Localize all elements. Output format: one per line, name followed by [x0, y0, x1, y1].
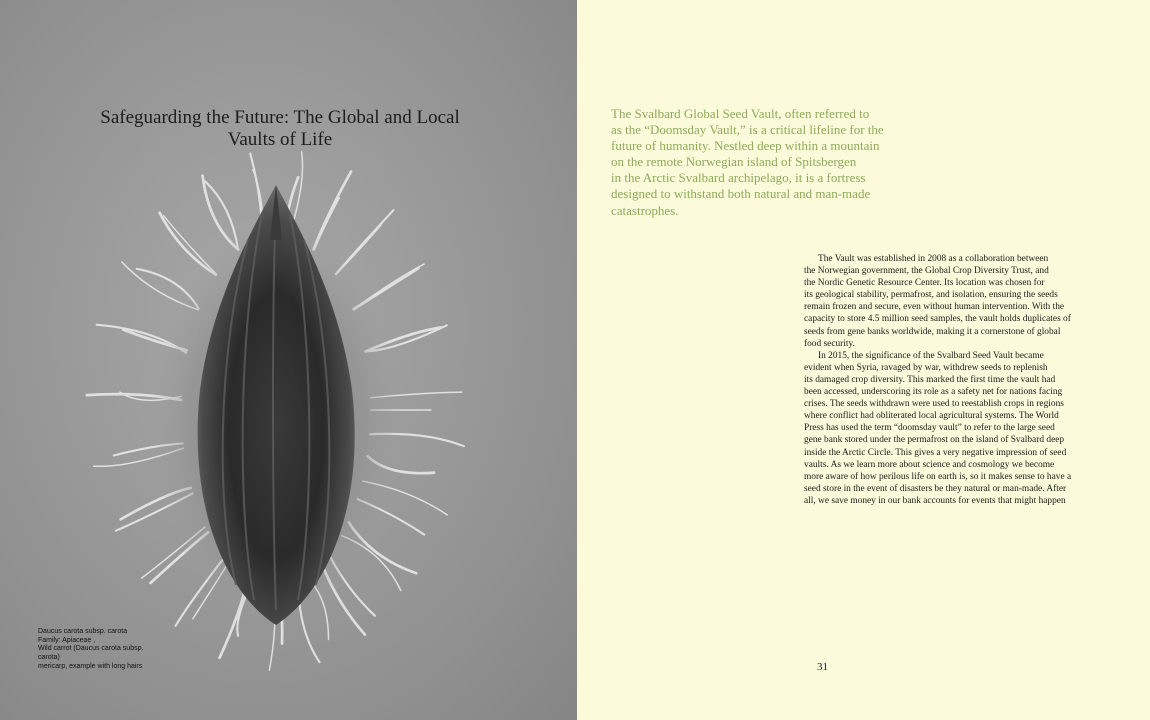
body-line: capacity to store 4.5 million seed samples, the vault holds duplicates of	[804, 314, 1071, 325]
figure-caption	[38, 628, 178, 672]
intro-line: The Svalbard Global Seed Vault, often referred to	[611, 106, 870, 121]
body-line: In 2015, the significance of the Svalbard Seed Vault became	[818, 350, 1044, 361]
caption-line: carota)	[38, 654, 60, 662]
body-line: evident when Syria, ravaged by war, withdrew seeds to replenish	[804, 362, 1048, 373]
body-line: vaults. As we learn more about science and cosmology we become	[804, 459, 1055, 470]
page-number: 31	[817, 661, 828, 673]
body-line: The Vault was established in 2008 as a collaboration between	[818, 254, 1049, 264]
body-line: seeds from gene banks worldwide, making it a cornerstone of global	[804, 326, 1061, 337]
title-line: Safeguarding the Future: The Global and Local	[100, 107, 460, 128]
body-line: the Norwegian government, the Global Crop Diversity Trust, and	[804, 266, 1049, 277]
intro-line: in the Arctic Svalbard archipelago, it is a fortress	[611, 170, 866, 186]
body-line: food security.	[804, 338, 855, 349]
intro-line: on the remote Norwegian island of Spitsbergen	[611, 154, 857, 170]
body-line: gene bank stored under the permafrost on the island of Svalbard deep	[804, 435, 1065, 446]
body-line: crises. The seeds withdrawn were used to reestablish crops in regions	[804, 399, 1064, 410]
title-line: Vaults of Life	[227, 129, 333, 150]
intro-paragraph	[611, 106, 946, 219]
intro-line: as the “Doomsday Vault,” is a critical lifeline for the	[611, 122, 884, 138]
caption-line: Daucus carota subsp. carota	[38, 628, 128, 635]
page-title	[90, 107, 470, 151]
caption-line: mericarp, example with long hairs	[38, 662, 143, 670]
intro-line: future of humanity. Nestled deep within a mountain	[611, 138, 880, 154]
caption-line: Family: Apiaceae ,	[38, 636, 96, 644]
body-line: the Nordic Genetic Resource Center. Its location was chosen for	[804, 278, 1045, 289]
body-line: where conflict had obliterated local agricultural systems. The World	[804, 411, 1059, 422]
body-line: more aware of how perilous life on earth is, so it makes sense to have a	[804, 471, 1072, 482]
intro-line: catastrophes.	[611, 202, 679, 218]
right-page	[577, 0, 1150, 720]
body-line: remain frozen and secure, even without human intervention. With the	[804, 302, 1065, 313]
body-line: all, we save money in our bank accounts for events that might happen	[804, 495, 1066, 506]
body-line: Press has used the term “doomsday vault” to refer to the large seed	[804, 423, 1055, 434]
body-line: its damaged crop diversity. This marked the first time the vault had	[804, 374, 1056, 385]
body-line: seed store in the event of disasters be they natural or man-made. After	[804, 483, 1067, 494]
caption-line: Wild carrot (Daucus carota subsp.	[38, 645, 144, 653]
body-line: inside the Arctic Circle. This gives a very negative impression of seed	[804, 447, 1067, 458]
body-line: its geological stability, permafrost, and isolation, ensuring the seeds	[804, 290, 1058, 301]
intro-line: designed to withstand both natural and man-made	[611, 186, 871, 202]
body-line: been accessed, underscoring its role as a safety net for nations facing	[804, 387, 1063, 398]
body-text	[804, 253, 1104, 507]
